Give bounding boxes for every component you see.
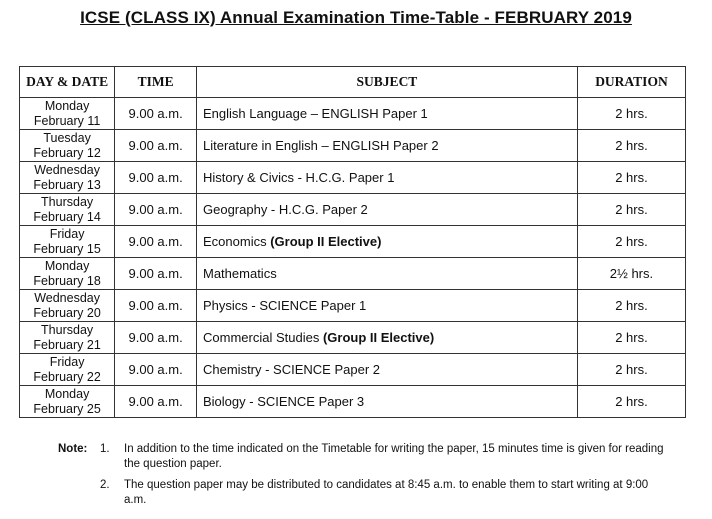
cell-duration: 2 hrs. — [577, 194, 685, 226]
cell-duration: 2 hrs. — [577, 98, 685, 130]
subject-text: Economics — [203, 234, 271, 249]
cell-time: 9.00 a.m. — [115, 98, 197, 130]
cell-date: February 20 — [33, 305, 101, 320]
cell-date: February 22 — [33, 369, 101, 384]
cell-time: 9.00 a.m. — [115, 226, 197, 258]
cell-day-date — [20, 354, 115, 386]
cell-day-date — [20, 194, 115, 226]
cell-duration: 2 hrs. — [577, 386, 685, 418]
cell-date: February 14 — [33, 209, 101, 224]
cell-duration: 2 hrs. — [577, 354, 685, 386]
table-row — [20, 290, 686, 322]
cell-day: Wednesday — [34, 162, 100, 177]
cell-time: 9.00 a.m. — [115, 386, 197, 418]
cell-time: 9.00 a.m. — [115, 194, 197, 226]
cell-duration: 2 hrs. — [577, 322, 685, 354]
header-duration: DURATION — [577, 67, 685, 98]
cell-subject — [197, 386, 578, 418]
cell-day-date — [20, 290, 115, 322]
note-item — [58, 478, 678, 508]
subject-text: Physics - SCIENCE Paper 1 — [203, 298, 367, 313]
cell-day: Monday — [44, 98, 90, 113]
cell-time: 9.00 a.m. — [115, 354, 197, 386]
cell-date: February 12 — [33, 145, 101, 160]
cell-duration: 2 hrs. — [577, 162, 685, 194]
cell-day: Thursday — [41, 322, 94, 337]
cell-day: Wednesday — [34, 290, 100, 305]
table-row — [20, 386, 686, 418]
table-row — [20, 226, 686, 258]
cell-subject — [197, 98, 578, 130]
cell-time: 9.00 a.m. — [115, 130, 197, 162]
note-label: Note: — [58, 443, 88, 455]
table-row — [20, 98, 686, 130]
cell-time: 9.00 a.m. — [115, 290, 197, 322]
note-text: In addition to the time indicated on the Timetable for writing the paper, 15 minutes time is given for reading the question paper. — [124, 443, 664, 470]
subject-text: Chemistry - SCIENCE Paper 2 — [203, 362, 380, 377]
note-item — [58, 442, 678, 472]
table-row — [20, 354, 686, 386]
cell-day: Monday — [44, 258, 90, 273]
timetable — [19, 66, 686, 418]
table-row — [20, 258, 686, 290]
cell-day-date — [20, 226, 115, 258]
cell-subject — [197, 194, 578, 226]
cell-subject — [197, 322, 578, 354]
table-row — [20, 130, 686, 162]
table-row — [20, 162, 686, 194]
cell-subject — [197, 226, 578, 258]
cell-day-date — [20, 258, 115, 290]
cell-day: Monday — [44, 386, 90, 401]
cell-day-date — [20, 162, 115, 194]
subject-text: Commercial Studies — [203, 330, 323, 345]
cell-day: Tuesday — [43, 130, 91, 145]
cell-duration: 2 hrs. — [577, 130, 685, 162]
subject-text: Literature in English – ENGLISH Paper 2 — [203, 138, 439, 153]
cell-subject — [197, 258, 578, 290]
subject-elective-note: (Group II Elective) — [322, 330, 435, 345]
cell-subject — [197, 130, 578, 162]
note-number: 2. — [100, 479, 110, 491]
cell-day-date — [20, 386, 115, 418]
subject-text: Geography - H.C.G. Paper 2 — [203, 202, 368, 217]
cell-duration: 2½ hrs. — [577, 258, 685, 290]
cell-date: February 15 — [33, 241, 101, 256]
subject-elective-note: (Group II Elective) — [270, 234, 382, 249]
note-number: 1. — [100, 443, 110, 455]
table-header-row — [20, 67, 686, 98]
cell-day-date — [20, 130, 115, 162]
subject-text: Biology - SCIENCE Paper 3 — [203, 394, 365, 409]
header-subject: SUBJECT — [197, 67, 578, 98]
cell-date: February 25 — [33, 401, 101, 416]
subject-text: English Language – ENGLISH Paper 1 — [203, 106, 428, 121]
cell-date: February 18 — [33, 273, 101, 288]
subject-text: Mathematics — [203, 266, 277, 281]
cell-duration: 2 hrs. — [577, 226, 685, 258]
cell-subject — [197, 162, 578, 194]
cell-subject — [197, 290, 578, 322]
cell-day-date — [20, 98, 115, 130]
cell-time: 9.00 a.m. — [115, 162, 197, 194]
page-title: ICSE (CLASS IX) Annual Examination Time-Table - FEBRUARY 2019 — [80, 8, 632, 27]
cell-date: February 13 — [33, 177, 101, 192]
header-day-date: DAY & DATE — [20, 67, 115, 98]
cell-day-date — [20, 322, 115, 354]
cell-day: Friday — [49, 354, 85, 369]
header-time: TIME — [115, 67, 197, 98]
cell-subject — [197, 354, 578, 386]
cell-day: Friday — [49, 226, 85, 241]
cell-day: Thursday — [41, 194, 94, 209]
cell-time: 9.00 a.m. — [115, 258, 197, 290]
table-row — [20, 194, 686, 226]
cell-date: February 11 — [33, 113, 101, 128]
table-row — [20, 322, 686, 354]
notes-section — [58, 442, 678, 514]
note-text: The question paper may be distributed to candidates at 8:45 a.m. to enable them to start writing at 9:00 a.m. — [124, 479, 649, 506]
cell-date: February 21 — [33, 337, 101, 352]
timetable-body — [20, 98, 686, 418]
cell-duration: 2 hrs. — [577, 290, 685, 322]
cell-time: 9.00 a.m. — [115, 322, 197, 354]
subject-text: History & Civics - H.C.G. Paper 1 — [203, 170, 395, 185]
